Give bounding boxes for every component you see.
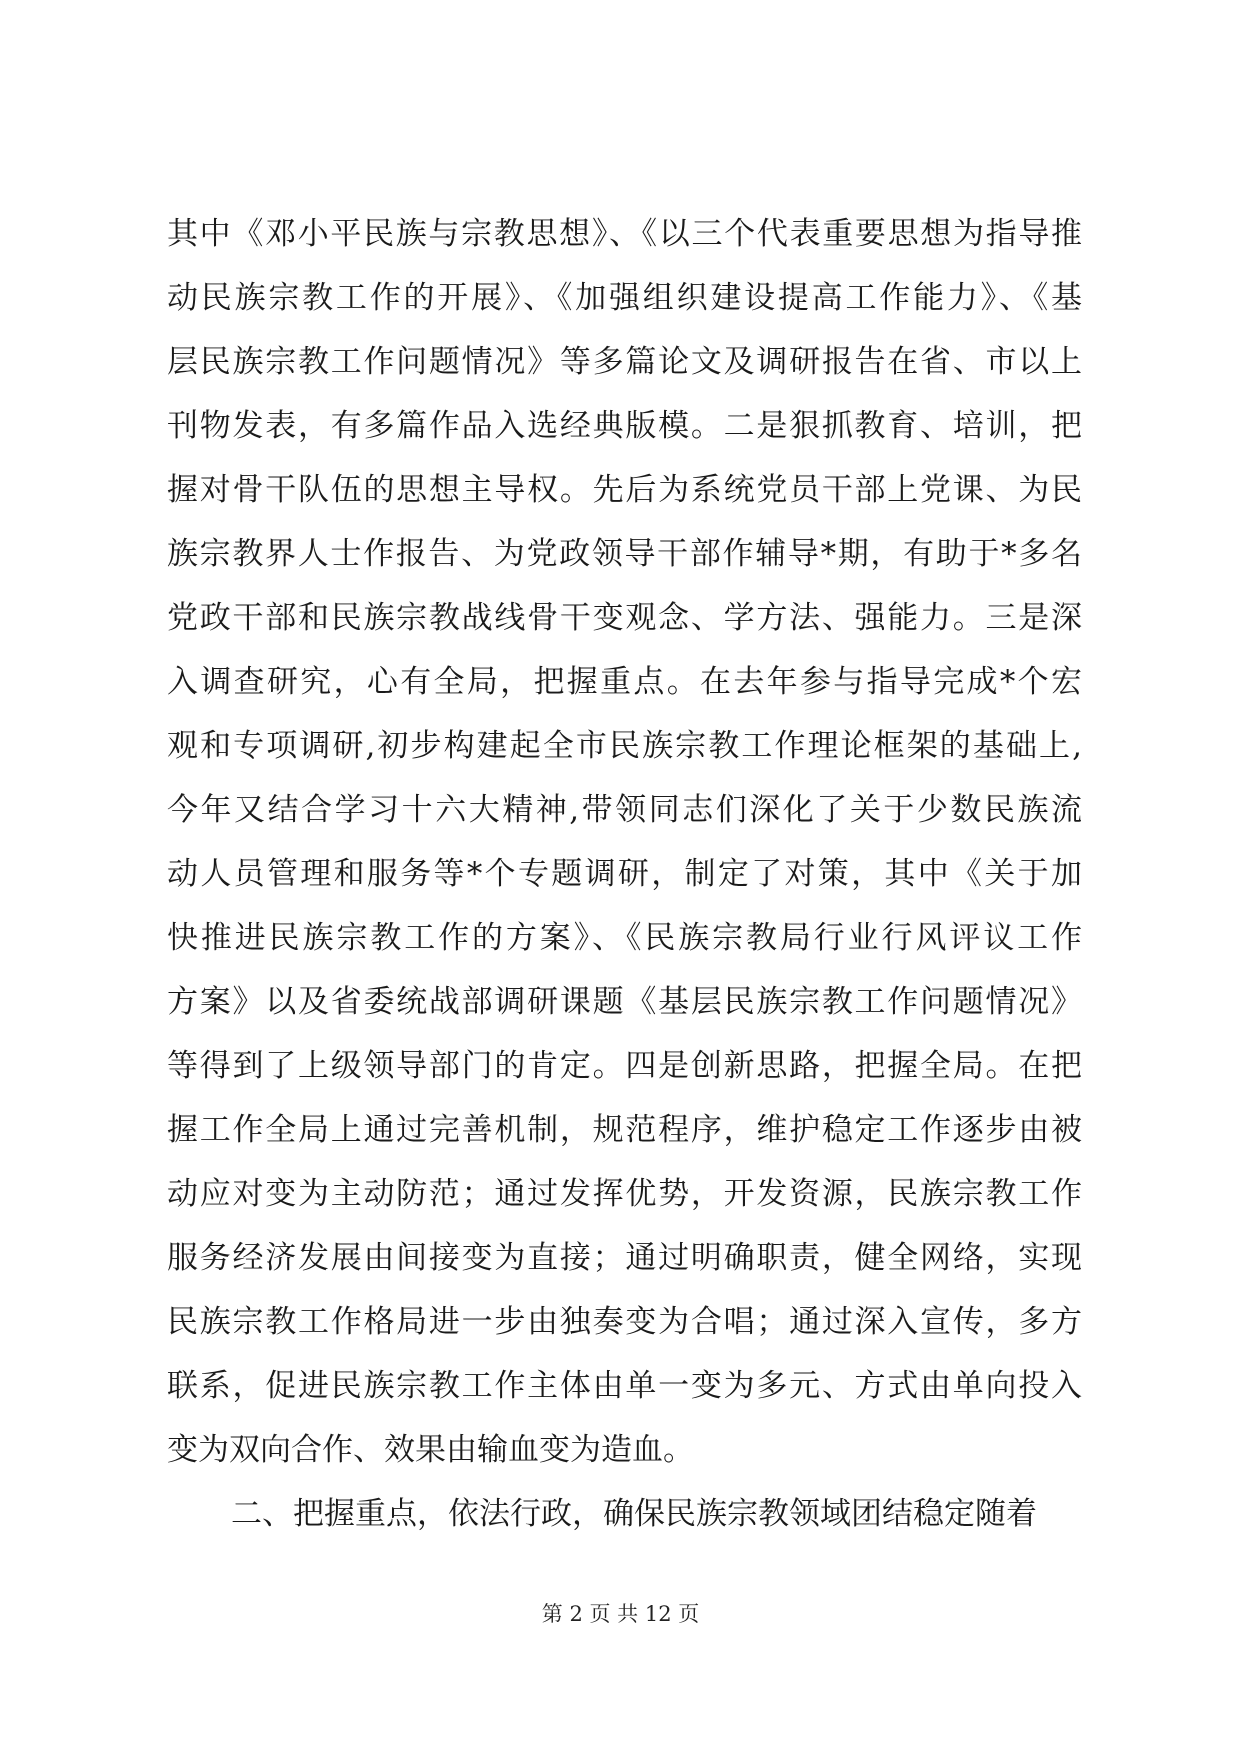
body-text (167, 202, 1082, 1546)
paragraph-line: 层民族宗教工作问题情况》等多篇论文及调研报告在省、市以上 (167, 344, 1082, 380)
paragraph-line: 动民族宗教工作的开展》、《加强组织建设提高工作能力》、《基 (167, 280, 1082, 316)
paragraph-line: 变为双向合作、效果由输血变为造血。 (167, 1432, 694, 1468)
paragraph-line: 动人员管理和服务等*个专题调研，制定了对策，其中《关于加 (167, 856, 1082, 892)
paragraph-line: 民族宗教工作格局进一步由独奏变为合唱；通过深入宣传，多方 (167, 1304, 1082, 1340)
paragraph-line: 服务经济发展由间接变为直接；通过明确职责，健全网络，实现 (167, 1240, 1082, 1276)
paragraph-line: 今年又结合学习十六大精神,带领同志们深化了关于少数民族流 (167, 792, 1082, 828)
paragraph-line: 刊物发表，有多篇作品入选经典版模。二是狠抓教育、培训，把 (167, 408, 1082, 444)
paragraph-line: 动应对变为主动防范；通过发挥优势，开发资源，民族宗教工作 (167, 1176, 1082, 1212)
paragraph-line: 方案》以及省委统战部调研课题《基层民族宗教工作问题情况》 (167, 984, 1082, 1020)
paragraph-line: 族宗教界人士作报告、为党政领导干部作辅导*期，有助于*多名 (167, 536, 1082, 572)
paragraph-line: 握对骨干队伍的思想主导权。先后为系统党员干部上党课、为民 (167, 472, 1082, 508)
paragraph-line: 其中《邓小平民族与宗教思想》、《以三个代表重要思想为指导推 (167, 216, 1082, 252)
paragraph-line: 党政干部和民族宗教战线骨干变观念、学方法、强能力。三是深 (167, 600, 1082, 636)
paragraph-line: 快推进民族宗教工作的方案》、《民族宗教局行业行风评议工作 (167, 920, 1082, 956)
paragraph-line: 握工作全局上通过完善机制，规范程序，维护稳定工作逐步由被 (167, 1112, 1082, 1148)
paragraph-line: 观和专项调研,初步构建起全市民族宗教工作理论框架的基础上, (167, 728, 1082, 764)
paragraph-line: 等得到了上级领导部门的肯定。四是创新思路，把握全局。在把 (167, 1048, 1082, 1084)
paragraph-line: 入调查研究，心有全局，把握重点。在去年参与指导完成*个宏 (167, 664, 1082, 700)
paragraph-line: 联系，促进民族宗教工作主体由单一变为多元、方式由单向投入 (167, 1368, 1082, 1404)
page-number: 第 2 页 共 12 页 (541, 1602, 700, 1626)
section-heading: 二、把握重点，依法行政，确保民族宗教领域团结稳定随着 (231, 1496, 1037, 1532)
